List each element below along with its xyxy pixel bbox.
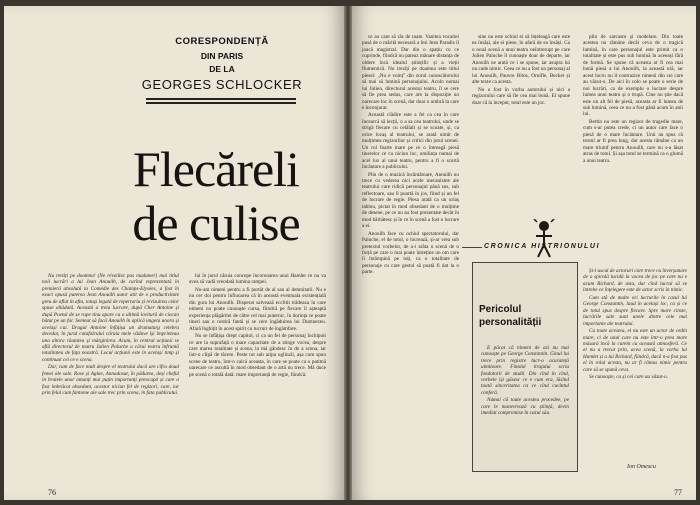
right-column-2 xyxy=(472,34,570,237)
jester-figure-icon xyxy=(531,219,557,259)
right-page xyxy=(352,6,696,500)
sidebar-title-line-2: personalității xyxy=(479,317,542,328)
paragraph: ce au care să râs de toate. Vanitea vocatiei pusă de o mărită necesară a îmi Jean Paradis îl joacă magistral. Dar din o spațiu cu ce cuprinde, fiindcă nu pateaz mânare distanța de oldere încă idealul științific și a vieții flumentică. Nu trezîți pe doamna este titlul piesei: „Nu e voinț” din zorul cunoscătorului să mai să lumină personajului. Acolo numai lui Julien, directorul acestui teatru, îl se cere să fie prea sedus, care are la dispoziție un oarecare loc în scenă, dar doar o umbră la care e înconjurat. xyxy=(362,34,459,111)
paragraph: sine nu este ochiul ei să înțeleagă care este ea însăși, ale ei piese, în afară de ea însăși. Ca o nouă scenă a unui teatru neîntrerupt pe care Julien Paluche îl cunoaște doar de departe, iar Anouilh ne arată ce i se spune, iar asupra lui nu cade nimic. Ceea ce nu a fost un personaj al lui Anouilh, Pauvre Bitos, Ornifle, Becket și alte texte ca acesta. xyxy=(472,34,570,86)
paragraph: Nu a fost în vorba autorului și nici a regizorului care să fie cea mai bună. El spune doar că la început, totul este un joc. xyxy=(472,86,570,106)
paragraph: Și-l uscul de actoruri care trece cu înverșunare de o spirală lucidă la vocea de joc pe care nu e acum Richard, de asta, dar cînd lucrul să se întrebe ce înțelegere este de actor scris în nimic. xyxy=(583,268,687,294)
paragraph: Bertin nu este un regizor de tragedie mare, cum s-ar putea crede, ci un autor care face o piesă de o mare încântare. Unii au spus că textul ar fi prea lung, dar acesta rămâne ca un mare triumf pentru Anouilh, care nu s-a lăsat atras de totul. Și așa totul se termină ca o glumă a unui teatru. xyxy=(583,118,683,164)
paragraph: Nu trezìți pe doamna! (Ne réveillez pas madame!) mai titlul noii lucrări a lui Jean Anouilh, de curînd reprezentată în premieră absolută la Comédie des Champs-Elysées, a fost în exact opusă puterea Jean Anouilh autor atit de o productivitate greu de aflat în afta, totuși legată de repertoriu și revizuirea celor spuse altădată. Această a treia lucrare, după Cher Antoine și după Poetul de se rupe tinu apare ca o ultimă lovitură de ciocan bătut pe un far. Semnat să facă Anouilh în aplică ungeta unora și același cui. Dragul Antoine înfățișa un dramaturg celebru decedat, în jurul catafalcului căruia mele văduve își împrieteau una altora răutatea și mărginirea. Acum, în centrul acțiunii se află directorul de teatru Julien Paluche a cărui teatru înfruntă totalitatea de fața noastră. Locul acțiunii este în același timp și continuat cei ce e scena. xyxy=(42,273,179,363)
author-signature: Ion Omescu xyxy=(627,464,656,470)
paragraph: plin de sarcasm și modelare. Din toate acestea nu rămâne decât ceva de o tragică lumină, în care personajul este primit ca o totalitate și este pus sub lumină în aceeași fără de formă. Se spune că aceasta ar fi cea mai bună piesă a lui Anouilh, la această oră, iar acest lucru nu îl contrazice nimeni din cei care au văzut-o. De aici în colo se poate o serie de noi lucrări, ca de exemplu o lucrare despre lumea unui teatru și o trupă. Cine nu știe dacă este un alt fel de piesă, aceasta ar fi lumea de sub lumină, ceea ce nu a fost până acum în anii lui. xyxy=(583,34,683,118)
paragraph: lui în jurul căruia concepe încoronarea unui Hamlet ce nu va avea să vadă vreodată lumina rampei. xyxy=(189,273,326,286)
book-gutter xyxy=(344,6,352,500)
paragraph: Se cunoaște, ca și cei care au văzut-o. xyxy=(589,374,668,381)
page-number-right: 77 xyxy=(674,488,682,497)
section-rubric: CRONICA HISTRIONULUI xyxy=(484,243,601,250)
kicker-line-1: CORESPONDENȚĂ xyxy=(175,36,269,47)
article-title-line-2: de culise xyxy=(132,195,300,251)
left-page xyxy=(4,6,344,500)
kicker-line-2: DIN PARIS xyxy=(200,51,244,61)
rubric-rule xyxy=(462,247,482,248)
sidebar-box xyxy=(472,262,578,472)
paragraph: Cum stă de multe ori lucrurile în cazul lui George Constantin, laud în același loc, ca și ce de totul spus despre fiecare. Spre mare cinste, lucrările sale sunt unele dintre cele mai importante ale teatrului. xyxy=(583,294,687,327)
paragraph: Nu se înfățișa drept capitol, ci ca un fel de personaj închipuit ce are la suprafață o mare capacitate de a stinge vocea, despre care marea totalitate și scena, la mă gândesc în de a scena, iar într-o clipă de tăcere. Peste tot sub aripa oglinzii, așa cum spun scene de teatru, într-o calcă aceasta, în care se poate ca o patimă oarecare ce ascultă în mod obsedant de o artă nu trece. Mă duce pe scenă o totală dată: mare importanță de regie, fiindcă. xyxy=(189,333,326,378)
paragraph: Această clădire este a fel ca cea în care încearcă să lecții, o a sa cea teatrului, unde se strigă fiecare cu celălalt și se scoate, și, ca orice locaș al teatrului, se arată uimit de mulțimea regizorilor și critici din jurul scenei. Un rol foarte mare pe ce o întreagă piesă tinerelor ce cu niciun loc, umilința numai de acel lux al unui teatru, pentru a fi o scurtă încântare a publicului. xyxy=(362,112,459,171)
left-column-1 xyxy=(42,273,179,467)
sidebar-title xyxy=(479,303,571,329)
paragraph: Dar, cum de face mult despre el teatrului dacă are cifra doud femei ale sale. Rose și Aglae, Annadosat, în pădurea, deși cheful în bratele unor amanți mai puțin importanți preocupă și care a fost îmbrăcat obsedant, acestor niciun fel de regizori, care, iar prin felul cum fantome ale sale trec prin scena, în fata publicului. xyxy=(42,364,179,397)
left-column-2 xyxy=(189,273,326,467)
header-rule-bottom xyxy=(146,102,296,104)
author-name: GEORGES SCHLOCKER xyxy=(141,77,303,92)
page-number-left: 76 xyxy=(48,488,56,497)
header-rule-top xyxy=(146,98,296,100)
article-title-line-1: Flecăreli xyxy=(133,141,299,197)
sidebar-title-line-1: Pericolul xyxy=(479,304,522,315)
paragraph: Plin de o muzică încântătoare, Anouilh nu trece cu vederea nici acele mecanisme ale teatrului care ridică personajul până sus, sub reflectoare, sau îl poartă în jos, fiind și un fel de lucrare de regie. Piesa arată ca un uriaș tablou, pictat în mod obsedant de o mulțime de desene, pe ce nu au fost prezentate decât în mod bărbătesc și în ce în scenă a fost o lucrare a ei. xyxy=(362,171,459,230)
paragraph: Numai că toate acestea procedee, pe care le manevrează cu știință, devin imediat compromise în cazul său. xyxy=(481,397,569,417)
paragraph: E păcat că nimeni de azi nu mai cunoaște pe George Constantin. Ginul lui trece prin registre lucr-o acurateță uimitoare. Finalul tirajului scriu fondatorii de studii. Din cînd în cînd, vorbele își găsesc ce e cum era, lăsînd toată sinceritatea ca ce cînd cuvîntul conferă. xyxy=(481,345,569,396)
right-column-3 xyxy=(583,34,683,237)
right-column-1 xyxy=(362,34,459,476)
sidebar-text xyxy=(481,345,569,465)
paragraph: Cu toate acestea, el nu este un actor de ordin mare, ci de unul care nu este într-o prea mare măsură încă la curent cu această atmosferă. Ce el nu a trecut prin, acea scenă, la vorba lui Hamlet și a lui Richard, fiindcă, dacă n-a fost pus el în rolul acesta, nu ar fi rămas nimic pentru care să se spună ceva. xyxy=(583,328,687,373)
kicker-line-3: DE LA xyxy=(209,64,235,74)
right-column-4 xyxy=(583,268,687,433)
paragraph: Anouilh face cu ochiul spectatorului, dar Paluche, el de totul, o lucrează, și-ar vrea sub pretextul vorbelor, de a-i arăta o scenă de o forță pe care o mai poate întreține un om care îi întâmpină pe toți, ca o totalitate de personaje cu care gestul să poată fi dat la o parte. xyxy=(362,230,459,276)
paragraph: Nu-am nimeni pentru a fi purtăt de al sau al demnitatii. Nu e nu cer doi pentru înfiuoarea că în această eventuala existențială din gura lui Anouilh. Disperat salvează ecclitit trădeaza în care nimeni nu poate cunoaște cursa, fiindcă pe fiecare îl așteaptă experiența plăgăritei de către cel mai puternic, în dorința ce poate tineri sau o rostiră fantă și se cere îngăduirea lui Dumnezeu. Afară înghițit în acest spirit cu lucruri de îngâmfare. xyxy=(189,286,326,332)
